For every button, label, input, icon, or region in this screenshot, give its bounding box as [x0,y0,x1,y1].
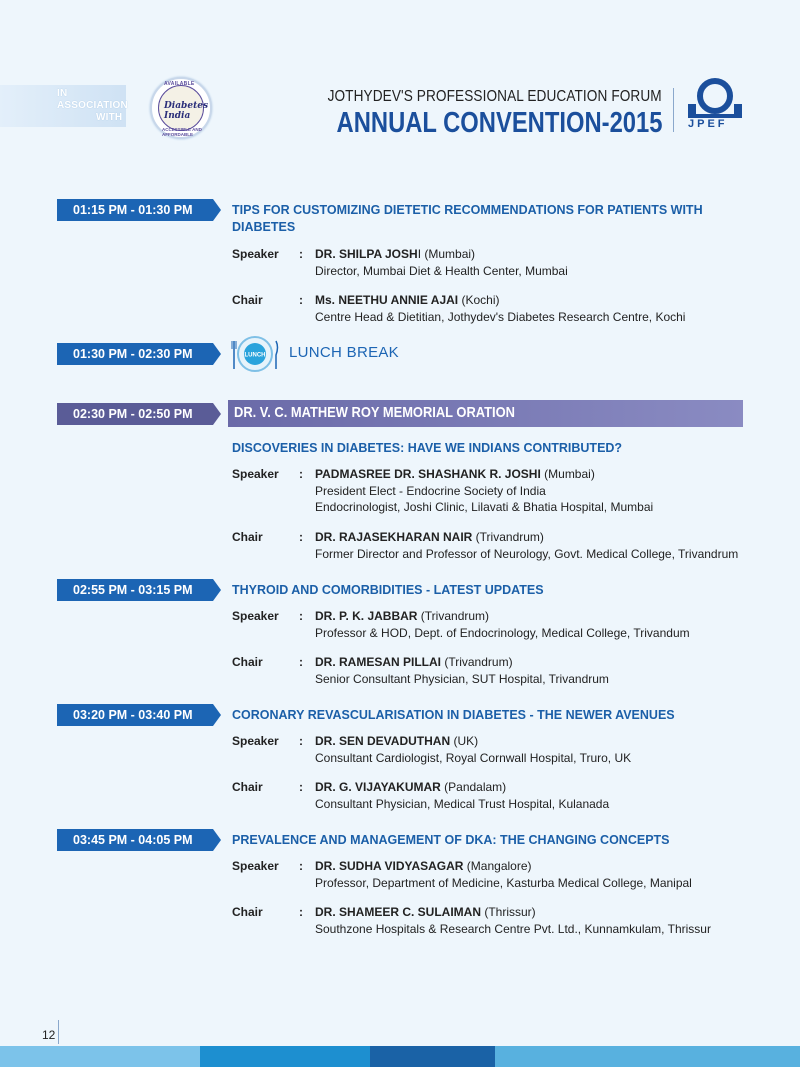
chair-name: DR. RAJASEKHARAN NAIR [315,530,473,544]
lunch-break-label: LUNCH BREAK [289,344,399,361]
chair-name: DR. SHAMEER C. SULAIMAN [315,905,482,919]
speaker-name-tail: I [417,247,422,261]
speaker-place: (Mumbai) [540,467,595,481]
colon: : [299,467,303,481]
chair-affiliation: Former Director and Professor of Neurology, Govt. Medical College, Trivandrum [315,546,739,561]
footer-bar-segment [0,1046,200,1067]
seal-script: Diabetes India [164,101,209,121]
colon: : [299,609,303,623]
speaker-label: Speaker [232,247,279,261]
chair-details [315,904,711,937]
chair-label: Chair [232,780,263,794]
speaker-name: DR. P. K. JABBAR [315,609,418,623]
footer-bar-segment [495,1046,800,1067]
speaker-label: Speaker [232,859,279,873]
colon: : [299,905,303,919]
time-slot-4: 02:55 PM - 03:15 PM [57,579,213,601]
association-line-2: ASSOCIATION [57,100,128,111]
chair-name: Ms. NEETHU ANNIE AJAI [315,293,459,307]
oration-banner-text: DR. V. C. MATHEW ROY MEMORIAL ORATION [234,404,515,421]
session-4-title: THYROID AND COMORBIDITIES - LATEST UPDATES [232,583,544,597]
chair-label: Chair [232,905,263,919]
chair-affiliation: Consultant Physician, Medical Trust Hospital, Kulanada [315,796,610,811]
speaker-affiliation-2: Endocrinologist, Joshi Clinic, Lilavati & Bhatia Hospital, Mumbai [315,500,654,514]
colon: : [299,530,303,544]
chair-name: DR. RAMESAN PILLAI [315,655,441,669]
time-slot-2: 01:30 PM - 02:30 PM [57,343,213,365]
session-5-title: CORONARY REVASCULARISATION IN DIABETES - THE NEWER AVENUES [232,708,675,722]
session-1-title [232,202,732,236]
chair-place: (Pandalam) [440,780,507,794]
colon: : [299,780,303,794]
speaker-details [315,858,692,891]
session-1-title-line-2: DIABETES [232,220,296,234]
chair-place: (Trivandrum) [441,655,513,669]
speaker-affiliation: Consultant Cardiologist, Royal Cornwall Hospital, Truro, UK [315,750,632,765]
time-slot-6: 03:45 PM - 04:05 PM [57,829,213,851]
speaker-place: (Mangalore) [463,859,532,873]
chair-affiliation: Senior Consultant Physician, SUT Hospital, Trivandrum [315,671,609,686]
session-1-title-line-1: TIPS FOR CUSTOMIZING DIETETIC RECOMMENDATIONS FOR PATIENTS WITH [232,203,703,217]
footer-bar-segment [370,1046,495,1067]
association-line-1: IN [57,88,68,99]
speaker-name: DR. SHILPA JOSH [315,247,418,261]
chair-label: Chair [232,530,263,544]
page-number-divider [58,1020,59,1044]
colon: : [299,655,303,669]
chair-name: DR. G. VIJAYAKUMAR [315,780,441,794]
lunch-plate-icon [231,335,279,373]
association-line-3: WITH [96,112,123,123]
session-6-title: PREVALENCE AND MANAGEMENT OF DKA: THE CHANGING CONCEPTS [232,833,670,847]
speaker-affiliation: President Elect - Endocrine Society of India [315,483,546,498]
speaker-label: Speaker [232,609,279,623]
speaker-affiliation: Professor, Department of Medicine, Kasturba Medical College, Manipal [315,875,692,890]
time-slot-3: 02:30 PM - 02:50 PM [57,403,213,425]
diabetes-india-seal [150,77,212,139]
speaker-details [315,246,568,279]
lunch-icon-label: LUNCH [244,352,266,359]
chair-place: (Thrissur) [481,905,536,919]
speaker-place: (Trivandrum) [417,609,490,623]
speaker-place: (Mumbai) [421,247,476,261]
seal-ring-top: AVAILABLE [164,81,195,87]
chair-place: (Trivandrum) [472,530,544,544]
speaker-name: PADMASREE DR. SHASHANK R. JOSHI [315,467,541,481]
colon: : [299,734,303,748]
chair-affiliation: Southzone Hospitals & Research Centre Pvt. Ltd., Kunnamkulam, Thrissur [315,921,711,936]
page-number: 12 [42,1028,56,1042]
chair-label: Chair [232,293,263,307]
chair-affiliation: Centre Head & Dietitian, Jothydev's Diabetes Research Centre, Kochi [315,309,686,324]
speaker-details [315,733,631,766]
colon: : [299,859,303,873]
chair-details [315,529,738,562]
speaker-label: Speaker [232,734,279,748]
forum-name: JOTHYDEV'S PROFESSIONAL EDUCATION FORUM [327,88,662,105]
speaker-name: DR. SEN DEVADUTHAN [315,734,451,748]
speaker-name: DR. SUDHA VIDYASAGAR [315,859,464,873]
speaker-label: Speaker [232,467,279,481]
chair-place: (Kochi) [458,293,500,307]
chair-details [315,779,609,812]
seal-ring-bottom: ACCESSIBLE AND AFFORDABLE [162,127,202,137]
chair-details [315,654,609,687]
speaker-details [315,608,690,641]
footer-bar-segment [200,1046,370,1067]
speaker-affiliation: Professor & HOD, Dept. of Endocrinology, Medical College, Trivandum [315,625,690,640]
session-3-title: DISCOVERIES IN DIABETES: HAVE WE INDIANS CONTRIBUTED? [232,441,623,455]
speaker-details [315,466,653,516]
time-slot-1: 01:15 PM - 01:30 PM [57,199,213,221]
chair-label: Chair [232,655,263,669]
association-banner [0,85,126,127]
jpef-logo-text: JPEF [688,118,728,130]
colon: : [299,293,303,307]
chair-details [315,292,685,325]
header-divider [673,88,674,132]
speaker-affiliation: Director, Mumbai Diet & Health Center, Mumbai [315,263,568,278]
colon: : [299,247,303,261]
convention-title: ANNUAL CONVENTION-2015 [336,107,662,139]
speaker-place: (UK) [450,734,479,748]
time-slot-5: 03:20 PM - 03:40 PM [57,704,213,726]
